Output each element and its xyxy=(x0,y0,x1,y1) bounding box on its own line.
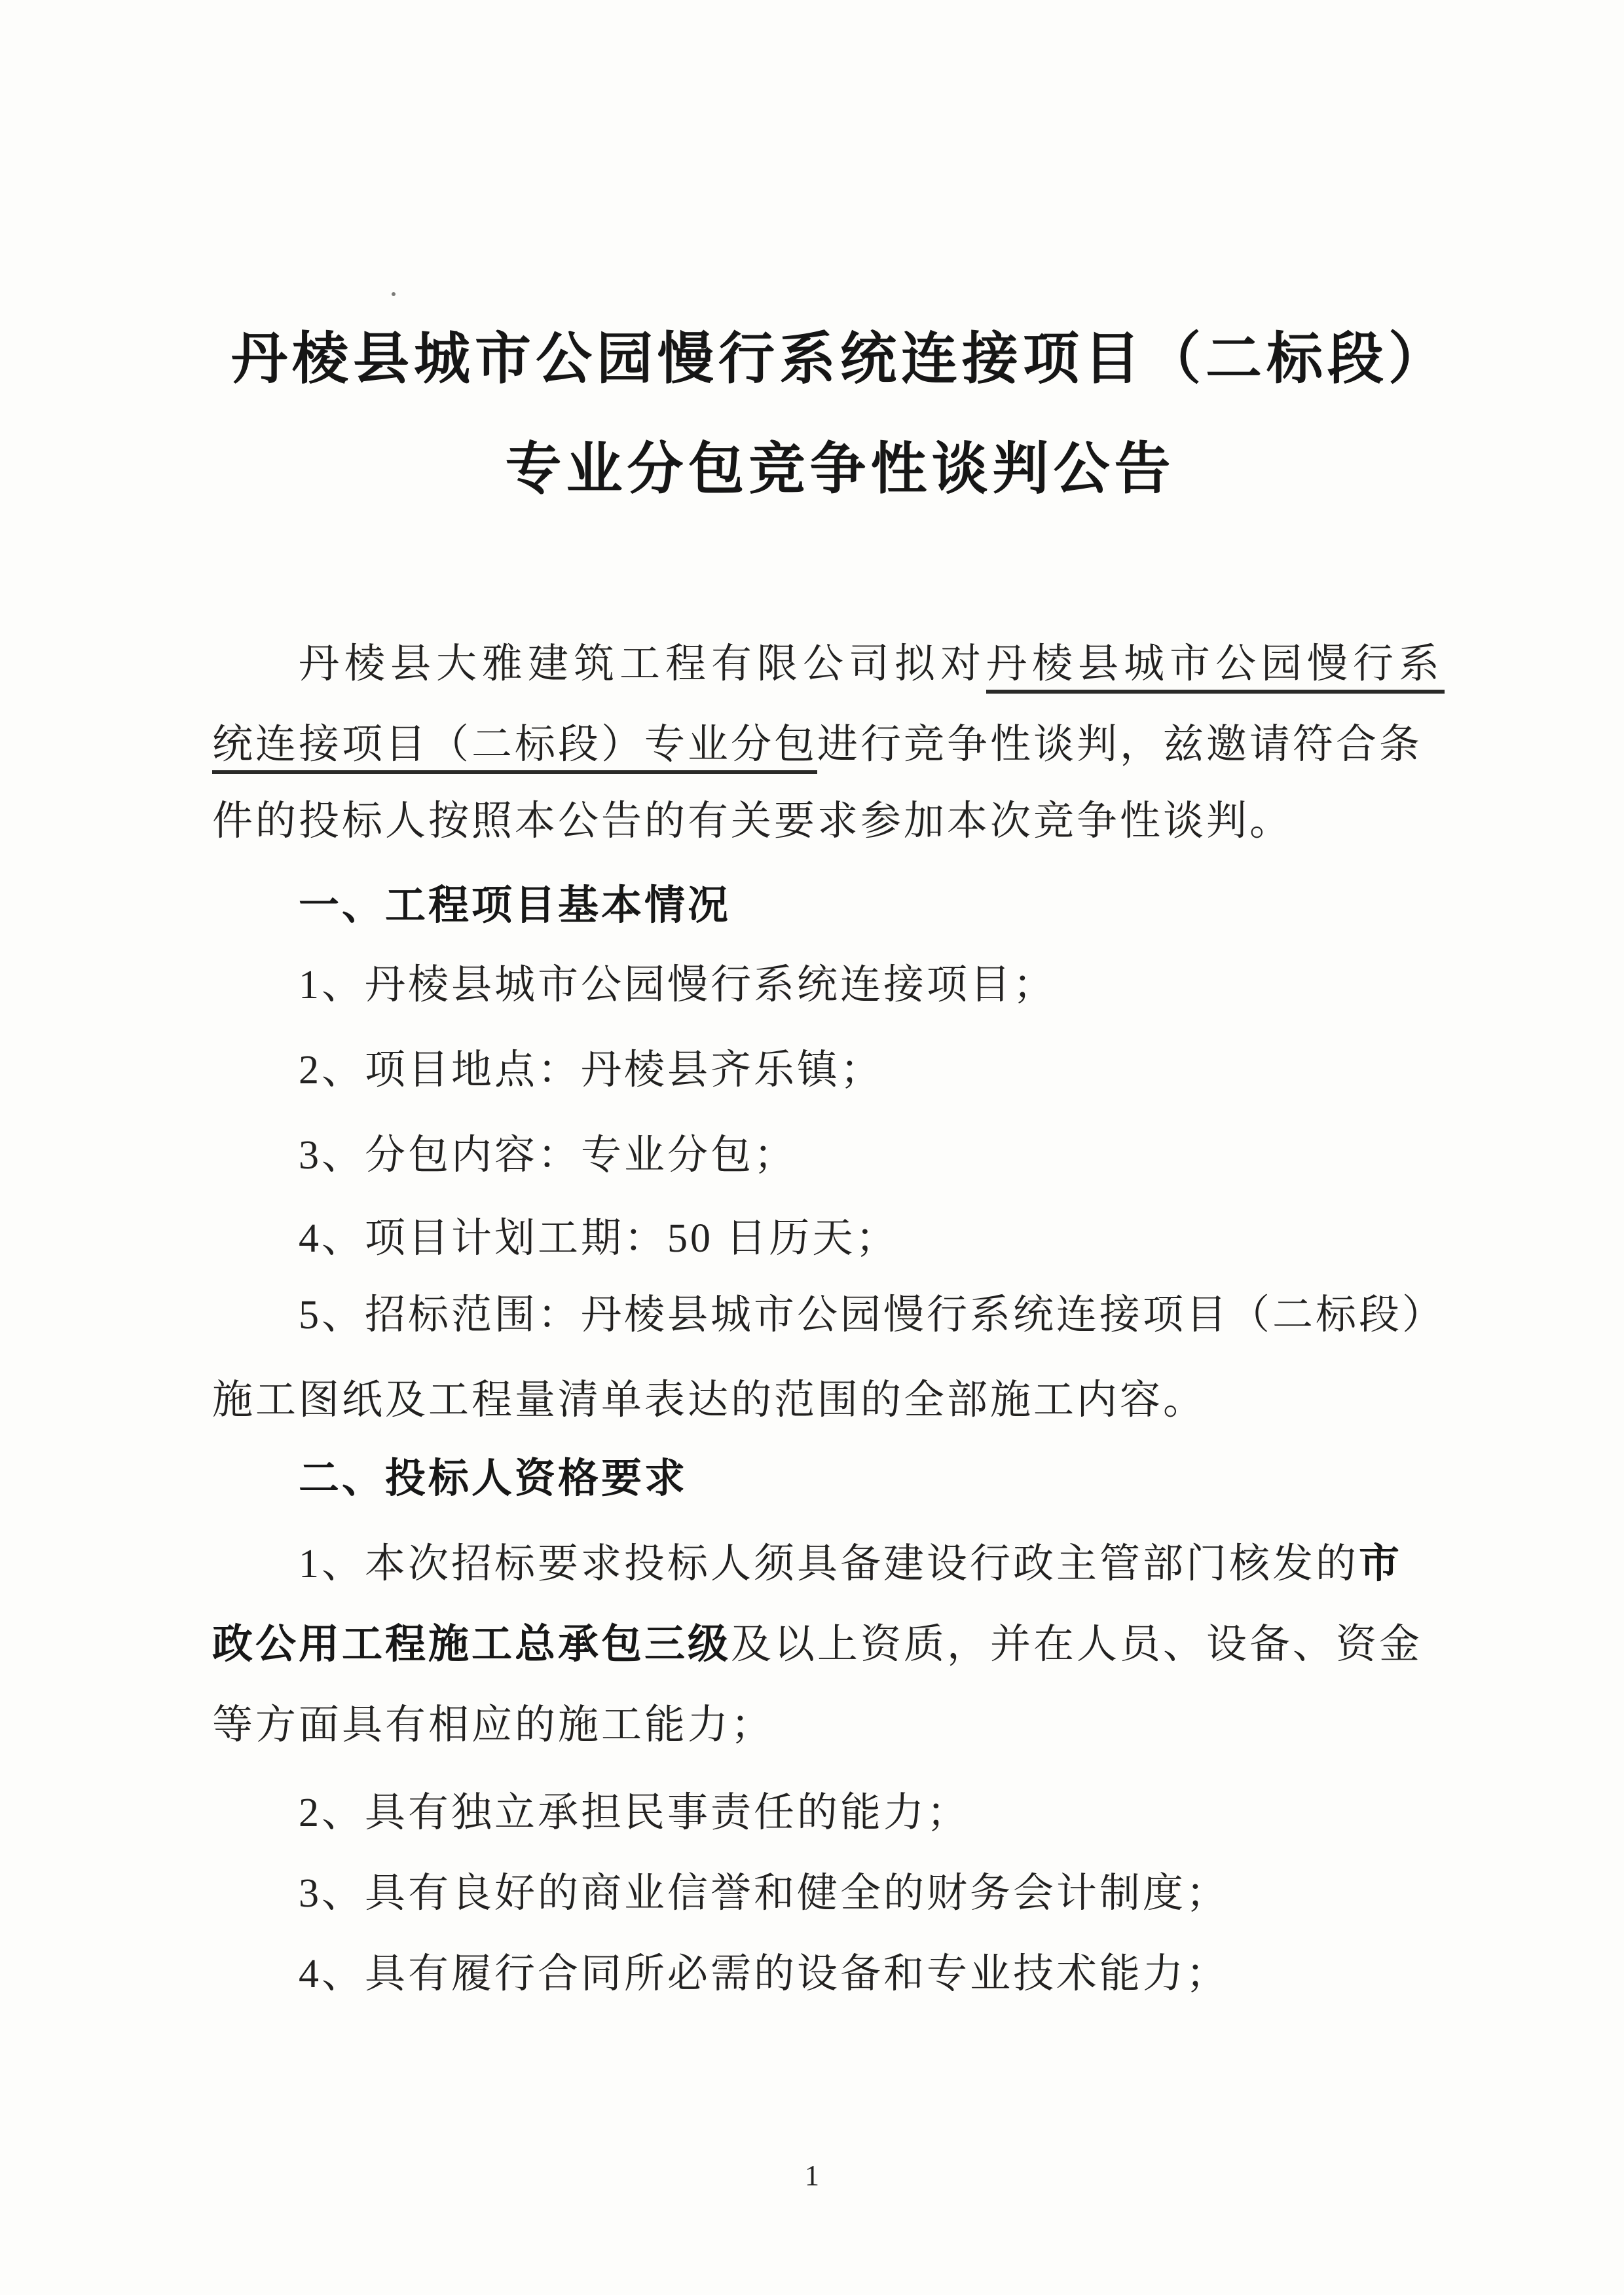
qualification-item-1-line-1-text: 1、本次招标要求投标人须具备建设行政主管部门核发的 xyxy=(299,1542,1359,1586)
intro-line-2 xyxy=(212,722,1422,768)
section-qualification-heading: 二、投标人资格要求 xyxy=(299,1456,688,1501)
section-project-heading: 一、工程项目基本情况 xyxy=(299,883,731,928)
qualification-item-1-line-1-bold: 市 xyxy=(1359,1541,1403,1586)
project-item-4: 4、项目计划工期：50 日历天； xyxy=(299,1216,899,1261)
scan-speck xyxy=(392,292,396,296)
project-item-5-line-2: 施工图纸及工程量清单表达的范围的全部施工内容。 xyxy=(212,1378,1207,1423)
qualification-item-1-line-2-bold: 政公用工程施工总承包三级 xyxy=(212,1622,731,1667)
document-title-line-1: 丹棱县城市公园慢行系统连接项目（二标段） xyxy=(231,327,1449,390)
document-title-line-2: 专业分包竞争性谈判公告 xyxy=(505,438,1175,500)
intro-line-1-text: 丹棱县大雅建筑工程有限公司拟对 xyxy=(299,642,987,686)
project-item-5-line-1: 5、招标范围：丹棱县城市公园慢行系统连接项目（二标段） xyxy=(299,1293,1446,1337)
project-item-2: 2、项目地点：丹棱县齐乐镇； xyxy=(299,1048,884,1092)
qualification-item-1-line-1 xyxy=(299,1541,1402,1587)
intro-line-2-underlined: 统连接项目（二标段）专业分包 xyxy=(212,722,817,774)
qualification-item-1-line-2 xyxy=(212,1622,1422,1668)
intro-line-1-underlined: 丹棱县城市公园慢行系 xyxy=(986,642,1445,694)
qualification-item-3: 3、具有良好的商业信誉和健全的财务会计制度； xyxy=(299,1871,1230,1916)
qualification-item-1-line-3: 等方面具有相应的施工能力； xyxy=(212,1703,775,1747)
project-item-1: 1、丹棱县城市公园慢行系统连接项目； xyxy=(299,963,1057,1007)
project-item-3: 3、分包内容：专业分包； xyxy=(299,1133,798,1178)
qualification-item-2: 2、具有独立承担民事责任的能力； xyxy=(299,1791,970,1835)
intro-line-1 xyxy=(299,641,1445,687)
qualification-item-1-line-2-text: 及以上资质，并在人员、设备、资金 xyxy=(731,1622,1423,1667)
intro-line-2-text: 进行竞争性谈判，兹邀请符合条 xyxy=(817,722,1423,767)
page-number: 1 xyxy=(805,2159,819,2192)
qualification-item-4: 4、具有履行合同所必需的设备和专业技术能力； xyxy=(299,1952,1230,1996)
intro-line-3: 件的投标人按照本公告的有关要求参加本次竞争性谈判。 xyxy=(212,799,1293,844)
